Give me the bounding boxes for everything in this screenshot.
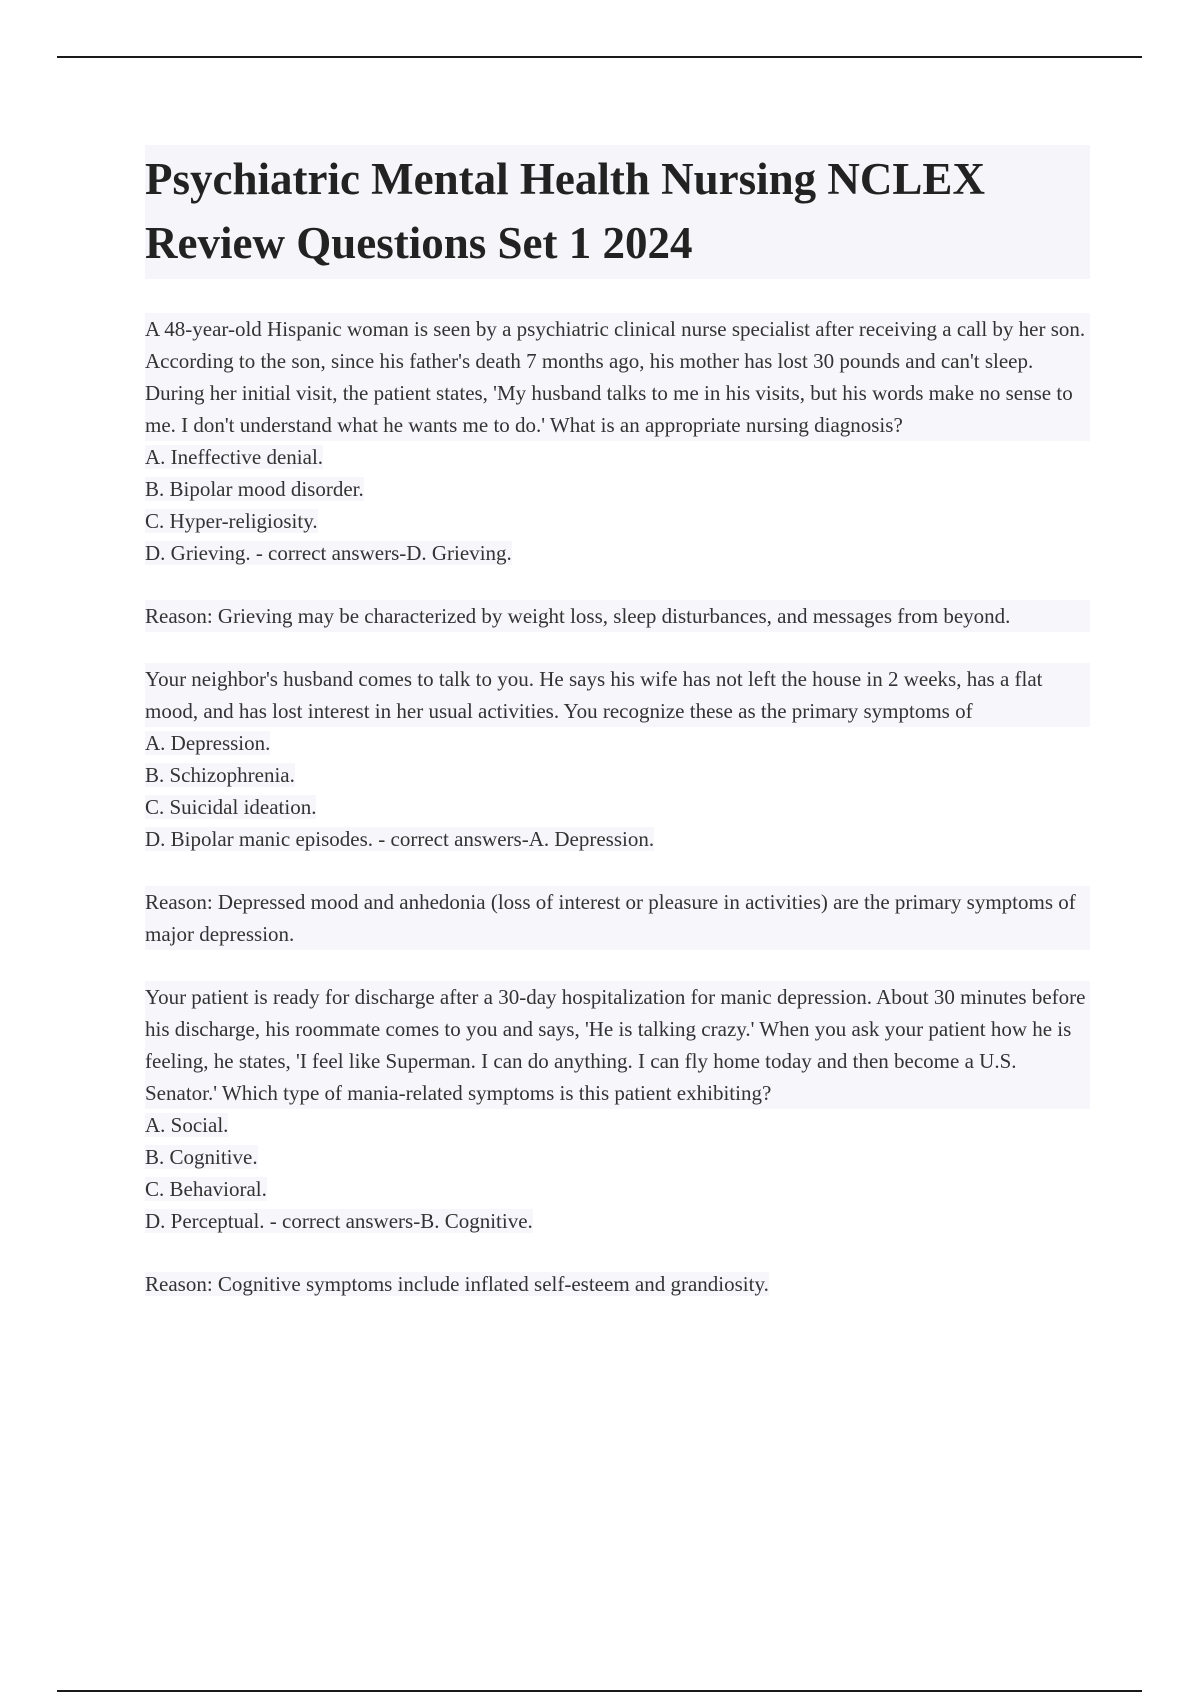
answer-option-with-correct-answer (145, 1205, 1090, 1237)
answer-option (145, 1141, 1090, 1173)
answer-option (145, 473, 1090, 505)
reason-block (145, 1268, 1090, 1300)
option-text: C. Behavioral. (145, 1177, 267, 1201)
question-block (145, 313, 1090, 569)
question-block (145, 981, 1090, 1237)
option-text: B. Cognitive. (145, 1145, 258, 1169)
reason-text-inner: Reason: Cognitive symptoms include inflated self-esteem and grandiosity. (145, 1272, 769, 1296)
answer-option-with-correct-answer (145, 823, 1090, 855)
option-text: A. Ineffective denial. (145, 445, 324, 469)
answer-option (145, 791, 1090, 823)
option-text: C. Hyper-religiosity. (145, 509, 318, 533)
answer-option-with-correct-answer (145, 537, 1090, 569)
reason-text: Reason: Depressed mood and anhedonia (loss of interest or pleasure in activities) are the primary symptoms of major depression. (145, 886, 1090, 950)
title-block (145, 145, 1090, 279)
answer-option (145, 727, 1090, 759)
reason-block (145, 600, 1090, 632)
option-text: A. Depression. (145, 731, 271, 755)
option-text: D. Bipolar manic episodes. - correct answers-A. Depression. (145, 827, 655, 851)
answer-option (145, 441, 1090, 473)
option-text: C. Suicidal ideation. (145, 795, 317, 819)
answer-option (145, 505, 1090, 537)
document-body (145, 145, 1090, 1331)
option-text: D. Grieving. - correct answers-D. Grieving. (145, 541, 512, 565)
reason-text: Reason: Grieving may be characterized by weight loss, sleep disturbances, and messages from beyond. (145, 600, 1090, 632)
top-divider (57, 56, 1142, 58)
answer-option (145, 1173, 1090, 1205)
document-title: Psychiatric Mental Health Nursing NCLEX Review Questions Set 1 2024 (145, 154, 985, 268)
question-stem: Your patient is ready for discharge after a 30-day hospitalization for manic depression. About 30 minutes before his discharge, his roommate comes to you and says, 'He is talking crazy.' When you ask your patient how he is feeling, he states, 'I feel like Superman. I can do anything. I can fly home today and then become a U.S. Senator.' Which type of mania-related symptoms is this patient exhibiting? (145, 981, 1090, 1109)
option-text: B. Schizophrenia. (145, 763, 295, 787)
question-block (145, 663, 1090, 855)
option-text: B. Bipolar mood disorder. (145, 477, 364, 501)
answer-option (145, 759, 1090, 791)
reason-text (145, 1268, 1090, 1300)
option-text: A. Social. (145, 1113, 229, 1137)
question-stem: A 48-year-old Hispanic woman is seen by a psychiatric clinical nurse specialist after receiving a call by her son. According to the son, since his father's death 7 months ago, his mother has lost 30 pounds and can't sleep. During her initial visit, the patient states, 'My husband talks to me in his visits, but his words make no sense to me. I don't understand what he wants me to do.' What is an appropriate nursing diagnosis? (145, 313, 1090, 441)
bottom-divider (57, 1690, 1142, 1692)
answer-option (145, 1109, 1090, 1141)
question-stem: Your neighbor's husband comes to talk to you. He says his wife has not left the house in 2 weeks, has a flat mood, and has lost interest in her usual activities. You recognize these as the primary symptoms of (145, 663, 1090, 727)
option-text: D. Perceptual. - correct answers-B. Cognitive. (145, 1209, 533, 1233)
reason-block (145, 886, 1090, 950)
